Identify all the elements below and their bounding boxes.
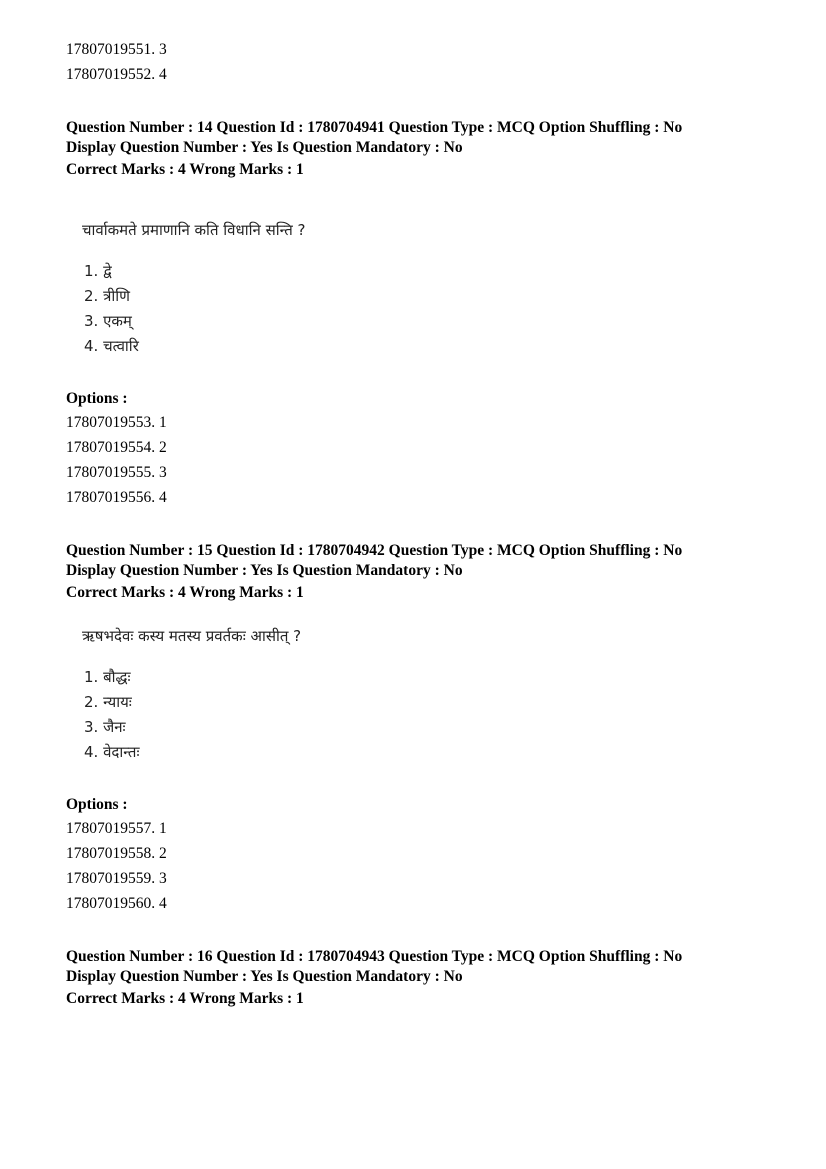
question-header: Question Number : 16 Question Id : 1780704943 Question Type : MCQ Option Shuffling : No [66,948,683,965]
option-line: 17807019559. 3 [66,870,167,887]
question-display-info: Display Question Number : Yes Is Question Mandatory : No [66,968,463,985]
answer-choice: 2. न्यायः [84,693,132,711]
option-line: 17807019556. 4 [66,489,167,506]
question-text: चार्वाकमते प्रमाणानि कति विधानि सन्ति ? [82,221,306,239]
question-marks: Correct Marks : 4 Wrong Marks : 1 [66,161,304,178]
answer-choice: 1. बौद्धः [84,668,131,686]
option-line: 17807019554. 2 [66,439,167,456]
option-line: 17807019551. 3 [66,41,167,58]
options-label: Options : [66,796,128,813]
answer-choice: 2. त्रीणि [84,287,130,305]
question-display-info: Display Question Number : Yes Is Question Mandatory : No [66,139,463,156]
answer-choice: 3. एकम् [84,312,132,330]
answer-choice: 1. द्वे [84,262,112,280]
answer-choice: 3. जैनः [84,718,126,736]
option-line: 17807019557. 1 [66,820,167,837]
option-line: 17807019552. 4 [66,66,167,83]
options-label: Options : [66,390,128,407]
option-line: 17807019555. 3 [66,464,167,481]
option-line: 17807019558. 2 [66,845,167,862]
answer-choice: 4. वेदान्तः [84,743,140,761]
question-header: Question Number : 15 Question Id : 1780704942 Question Type : MCQ Option Shuffling : No [66,542,683,559]
option-line: 17807019553. 1 [66,414,167,431]
question-text: ऋषभदेवः कस्य मतस्य प्रवर्तकः आसीत् ? [82,627,302,645]
answer-choice: 4. चत्वारि [84,337,139,355]
question-header: Question Number : 14 Question Id : 1780704941 Question Type : MCQ Option Shuffling : No [66,119,683,136]
question-marks: Correct Marks : 4 Wrong Marks : 1 [66,584,304,601]
option-line: 17807019560. 4 [66,895,167,912]
question-marks: Correct Marks : 4 Wrong Marks : 1 [66,990,304,1007]
question-display-info: Display Question Number : Yes Is Question Mandatory : No [66,562,463,579]
